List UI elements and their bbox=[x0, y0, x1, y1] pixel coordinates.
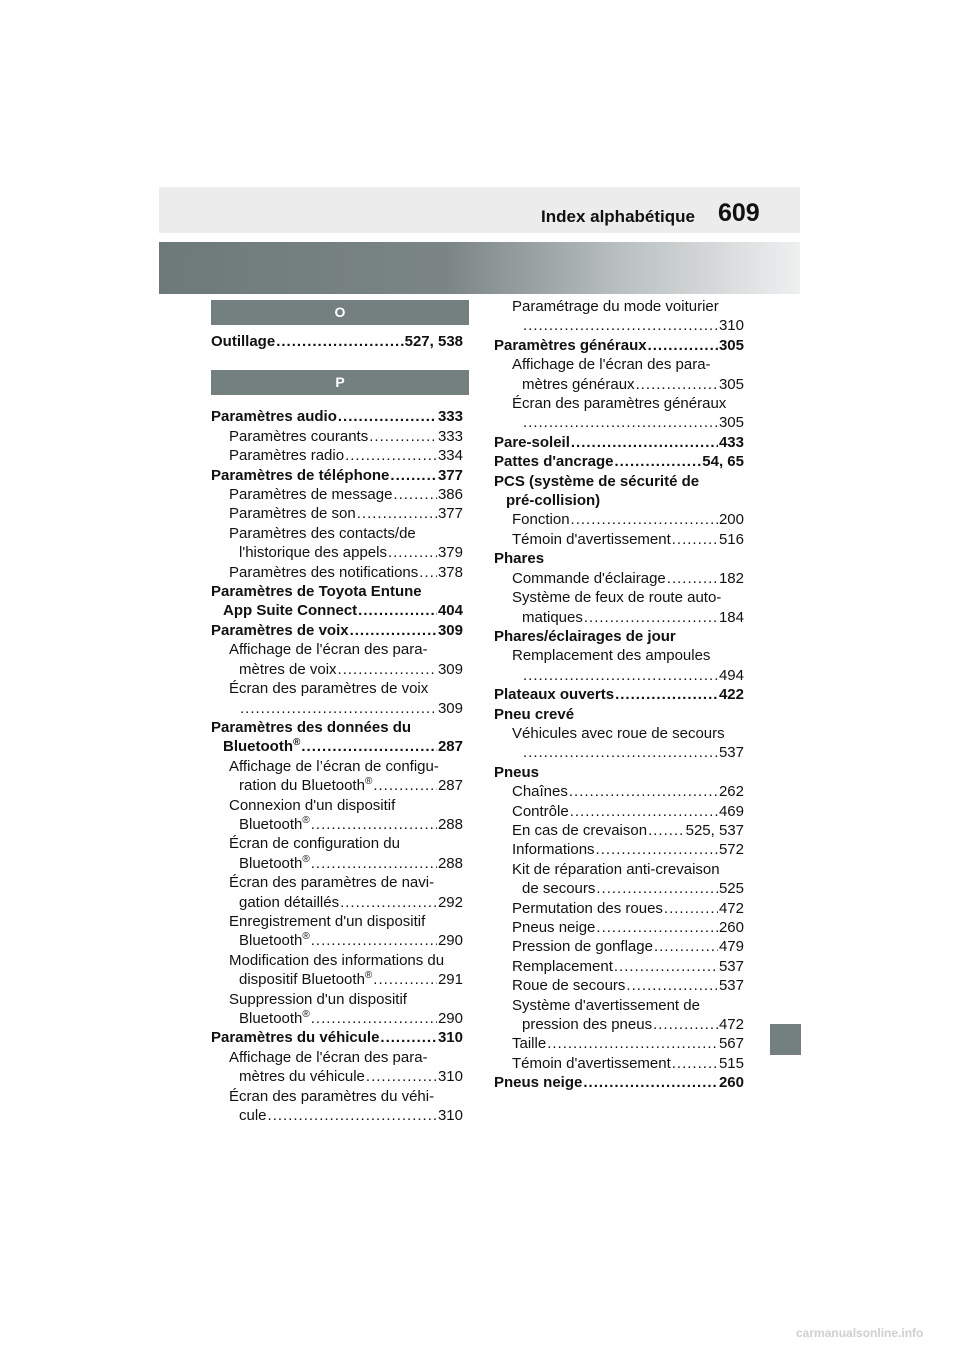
index-subentry: Écran des paramètres généraux bbox=[512, 395, 727, 413]
index-entry: Paramètres du véhicule ..... 310 bbox=[211, 1028, 463, 1047]
section-banner bbox=[159, 242, 800, 294]
index-entry: Paramètres de voix ..... 309 bbox=[211, 621, 463, 640]
index-subentry: Commande d'éclairage ..... 182 bbox=[494, 569, 744, 588]
index-entry: Pare-soleil ..... 433 bbox=[494, 433, 744, 452]
index-subentry-cont: mètres généraux ..... 305 bbox=[494, 375, 744, 394]
section-heading-p: P bbox=[211, 370, 469, 395]
index-subentry: Système d'avertissement de bbox=[512, 996, 700, 1014]
index-subentry-cont: cule ..... 310 bbox=[211, 1106, 463, 1125]
index-subentry: Système de feux de route auto- bbox=[512, 589, 722, 607]
index-entry: Pneus bbox=[494, 763, 540, 781]
index-subentry-cont: gation détaillés ..... 292 bbox=[211, 893, 463, 912]
index-entry: Pneus neige ..... 260 bbox=[494, 1073, 744, 1092]
index-entry-cont: Bluetooth® ..... 287 bbox=[211, 737, 463, 756]
index-subentry: Paramétrage du mode voiturier bbox=[512, 298, 719, 315]
index-entry: Pneu crevé bbox=[494, 705, 575, 723]
index-subentry-cont: mètres de voix ..... 309 bbox=[211, 660, 463, 679]
index-entry: PCS (système de sécurité de bbox=[494, 472, 700, 490]
index-subentry: Écran des paramètres de navi- bbox=[229, 874, 435, 892]
index-entry: Phares/éclairages de jour bbox=[494, 627, 676, 645]
index-entry: Plateaux ouverts ..... 422 bbox=[494, 685, 744, 704]
index-subentry-cont: pression des pneus ..... 472 bbox=[494, 1015, 744, 1034]
index-subentry: Kit de réparation anti-crevaison bbox=[512, 860, 720, 878]
index-subentry: Paramètres des contacts/de bbox=[229, 524, 416, 542]
index-column-right bbox=[494, 297, 744, 1093]
index-subentry: Témoin d'avertissement ..... 516 bbox=[494, 530, 744, 549]
index-subentry-cont: ration du Bluetooth® ..... 287 bbox=[211, 776, 463, 795]
index-subentry-cont: Bluetooth® ..... 288 bbox=[211, 854, 463, 873]
index-subentry: Remplacement ..... 537 bbox=[494, 957, 744, 976]
index-entry: Paramètres de téléphone ..... 377 bbox=[211, 466, 463, 485]
index-subentry: Enregistrement d'un dispositif bbox=[229, 912, 426, 930]
index-subentry: Chaînes ..... 262 bbox=[494, 782, 744, 801]
index-subentry: Affichage de l’écran de configu- bbox=[229, 757, 439, 775]
index-subentry-cont: ..... 494 bbox=[494, 666, 744, 685]
index-entry: Paramètres audio ..... 333 bbox=[211, 407, 463, 426]
index-subentry: Paramètres de message ..... 386 bbox=[211, 485, 463, 504]
index-subentry: Véhicules avec roue de secours bbox=[512, 724, 725, 742]
index-column-left bbox=[211, 332, 463, 1125]
index-entry: Paramètres de Toyota Entune bbox=[211, 583, 422, 601]
index-subentry-cont: Bluetooth® ..... 290 bbox=[211, 1009, 463, 1028]
index-subentry: Suppression d'un dispositif bbox=[229, 990, 407, 1008]
index-subentry-cont: l'historique des appels ..... 379 bbox=[211, 543, 463, 562]
index-subentry: Informations ..... 572 bbox=[494, 840, 744, 859]
index-subentry-cont: Bluetooth® ..... 288 bbox=[211, 815, 463, 834]
index-subentry: Pneus neige ..... 260 bbox=[494, 918, 744, 937]
index-subentry: Paramètres des notifications ..... 378 bbox=[211, 563, 463, 582]
index-subentry: Écran des paramètres de voix bbox=[229, 680, 429, 698]
index-entry-cont: pré-collision) bbox=[506, 492, 601, 510]
index-subentry: Écran de configuration du bbox=[229, 835, 400, 853]
index-entry: Paramètres des données du bbox=[211, 718, 412, 736]
index-entry-cont: App Suite Connect ..... 404 bbox=[211, 601, 463, 620]
index-subentry: Connexion d'un dispositif bbox=[229, 796, 396, 814]
index-subentry: Paramètres courants ..... 333 bbox=[211, 427, 463, 446]
index-subentry-cont: mètres du véhicule ..... 310 bbox=[211, 1067, 463, 1086]
header-strip bbox=[159, 187, 800, 233]
index-subentry-cont: dispositif Bluetooth® ..... 291 bbox=[211, 970, 463, 989]
index-subentry: Paramètres radio ..... 334 bbox=[211, 446, 463, 465]
page-title: Index alphabétique bbox=[541, 207, 695, 226]
index-entry: Phares bbox=[494, 550, 545, 568]
index-entry: Outillage ..... 527, 538 bbox=[211, 332, 463, 351]
index-subentry-cont: Bluetooth® ..... 290 bbox=[211, 931, 463, 950]
index-subentry: Remplacement des ampoules bbox=[512, 647, 711, 665]
index-subentry: Paramètres de son ..... 377 bbox=[211, 504, 463, 523]
index-subentry: En cas de crevaison ..... 525, 537 bbox=[494, 821, 744, 840]
index-subentry-cont: ..... 305 bbox=[494, 413, 744, 432]
index-subentry: Écran des paramètres du véhi- bbox=[229, 1087, 435, 1105]
index-subentry-cont: matiques ..... 184 bbox=[494, 608, 744, 627]
index-subentry: Pression de gonflage ..... 479 bbox=[494, 937, 744, 956]
index-subentry-cont: de secours ..... 525 bbox=[494, 879, 744, 898]
index-subentry: Témoin d'avertissement ..... 515 bbox=[494, 1054, 744, 1073]
index-subentry-cont: ..... 537 bbox=[494, 743, 744, 762]
index-subentry: Contrôle ..... 469 bbox=[494, 802, 744, 821]
index-subentry: Affichage de l'écran des para- bbox=[512, 356, 711, 374]
index-entry: Pattes d'ancrage ..... 54, 65 bbox=[494, 452, 744, 471]
index-subentry: Taille ..... 567 bbox=[494, 1034, 744, 1053]
index-subentry: Modification des informations du bbox=[229, 951, 445, 969]
index-subentry: Roue de secours ..... 537 bbox=[494, 976, 744, 995]
index-entry: Paramètres généraux ..... 305 bbox=[494, 336, 744, 355]
watermark: carmanualsonline.info bbox=[796, 1326, 924, 1340]
index-subentry: Affichage de l'écran des para- bbox=[229, 641, 428, 659]
chapter-thumb-tab bbox=[770, 1024, 801, 1055]
index-subentry-cont: ..... 309 bbox=[211, 699, 463, 718]
index-subentry: Permutation des roues ..... 472 bbox=[494, 899, 744, 918]
index-subentry: Fonction ..... 200 bbox=[494, 510, 744, 529]
section-heading-o: O bbox=[211, 300, 469, 325]
page-number: 609 bbox=[718, 199, 760, 227]
index-subentry: Affichage de l'écran des para- bbox=[229, 1048, 428, 1066]
index-subentry-cont: ..... 310 bbox=[494, 316, 744, 335]
